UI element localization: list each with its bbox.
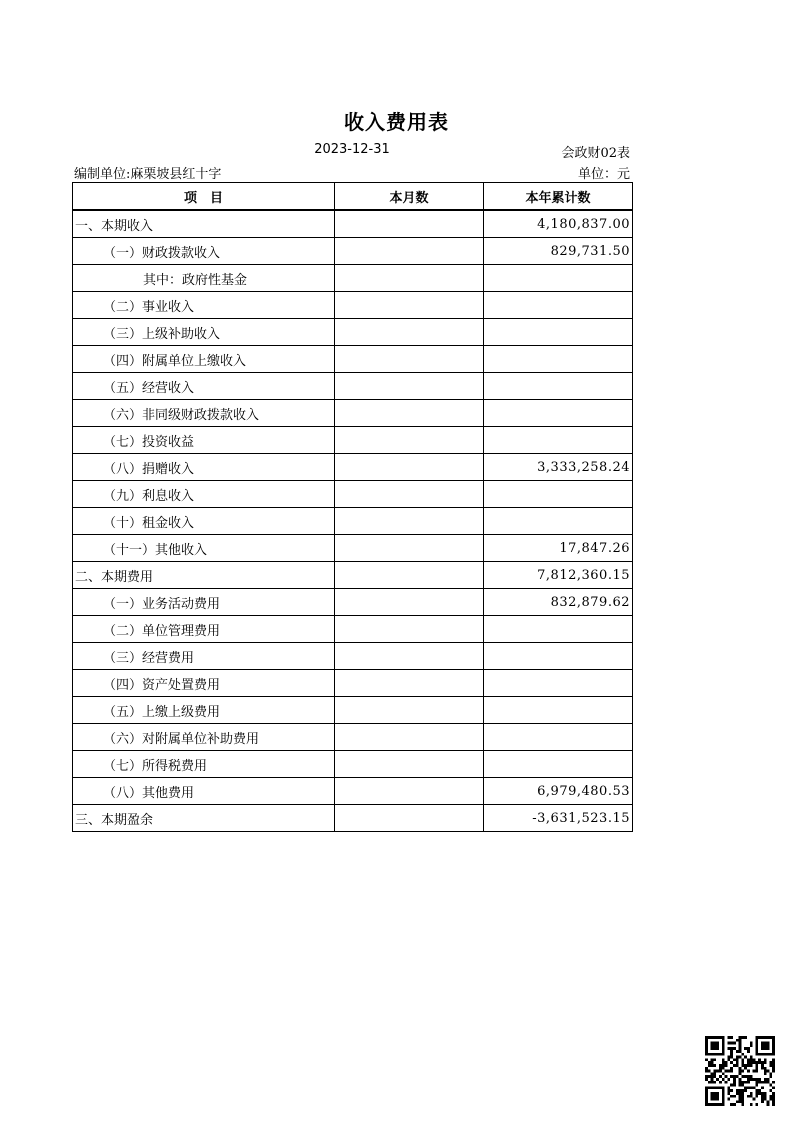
row-ytd-value	[484, 724, 633, 751]
table-row	[73, 319, 633, 346]
table-row	[73, 238, 633, 265]
row-item-label: 二、本期费用	[73, 562, 335, 589]
table-row	[73, 805, 633, 832]
row-ytd-value: 3,333,258.24	[484, 454, 633, 481]
table-row	[73, 481, 633, 508]
row-month-value	[335, 805, 484, 832]
row-month-value	[335, 778, 484, 805]
row-item-label: （四）附属单位上缴收入	[73, 346, 335, 373]
row-ytd-value	[484, 346, 633, 373]
row-item-label: （九）利息收入	[73, 481, 335, 508]
row-ytd-value	[484, 508, 633, 535]
row-item-label: （六）非同级财政拨款收入	[73, 400, 335, 427]
table-row	[73, 535, 633, 562]
row-ytd-value: 829,731.50	[484, 238, 633, 265]
row-ytd-value: 4,180,837.00	[484, 210, 633, 238]
row-month-value	[335, 670, 484, 697]
row-month-value	[335, 346, 484, 373]
row-item-label: （一）业务活动费用	[73, 589, 335, 616]
table-row	[73, 589, 633, 616]
row-item-label: （一）财政拨款收入	[73, 238, 335, 265]
row-month-value	[335, 210, 484, 238]
organization-label: 编制单位:麻栗坡县红十字	[74, 167, 222, 182]
currency-unit: 单位：元	[577, 167, 630, 182]
row-ytd-value	[484, 481, 633, 508]
row-ytd-value: -3,631,523.15	[484, 805, 633, 832]
report-title: 收入费用表	[344, 110, 449, 134]
row-item-label: （三）上级补助收入	[73, 319, 335, 346]
row-month-value	[335, 751, 484, 778]
row-item-label: （二）单位管理费用	[73, 616, 335, 643]
row-item-label: （二）事业收入	[73, 292, 335, 319]
row-ytd-value	[484, 265, 633, 292]
row-ytd-value: 7,812,360.15	[484, 562, 633, 589]
row-ytd-value	[484, 427, 633, 454]
row-ytd-value	[484, 616, 633, 643]
table-row	[73, 346, 633, 373]
table-row	[73, 265, 633, 292]
row-month-value	[335, 508, 484, 535]
row-item-label: 其中：政府性基金	[73, 265, 335, 292]
row-month-value	[335, 238, 484, 265]
row-ytd-value	[484, 373, 633, 400]
table-row	[73, 643, 633, 670]
table-row	[73, 427, 633, 454]
row-month-value	[335, 400, 484, 427]
row-month-value	[335, 265, 484, 292]
report-date: 2023-12-31	[314, 142, 390, 157]
table-row	[73, 616, 633, 643]
table-row	[73, 724, 633, 751]
row-ytd-value: 17,847.26	[484, 535, 633, 562]
table-row	[73, 454, 633, 481]
column-header-item: 项 目	[73, 183, 335, 211]
row-item-label: （六）对附属单位补助费用	[73, 724, 335, 751]
row-ytd-value	[484, 643, 633, 670]
row-ytd-value	[484, 751, 633, 778]
table-row	[73, 697, 633, 724]
row-ytd-value	[484, 319, 633, 346]
row-month-value	[335, 454, 484, 481]
row-item-label: （十一）其他收入	[73, 535, 335, 562]
table-row	[73, 373, 633, 400]
table-header-row	[73, 183, 633, 211]
row-item-label: （十）租金收入	[73, 508, 335, 535]
row-item-label: （八）其他费用	[73, 778, 335, 805]
row-month-value	[335, 697, 484, 724]
table-row	[73, 778, 633, 805]
table-row	[73, 562, 633, 589]
row-month-value	[335, 643, 484, 670]
form-code: 会政财02表	[561, 146, 630, 161]
row-month-value	[335, 373, 484, 400]
row-item-label: （五）经营收入	[73, 373, 335, 400]
row-month-value	[335, 616, 484, 643]
row-month-value	[335, 292, 484, 319]
qr-code-icon	[705, 1036, 775, 1106]
row-ytd-value: 6,979,480.53	[484, 778, 633, 805]
row-ytd-value	[484, 670, 633, 697]
row-month-value	[335, 481, 484, 508]
row-ytd-value: 832,879.62	[484, 589, 633, 616]
table-row	[73, 292, 633, 319]
row-month-value	[335, 427, 484, 454]
row-month-value	[335, 589, 484, 616]
column-header-month: 本月数	[335, 183, 484, 211]
row-item-label: （八）捐赠收入	[73, 454, 335, 481]
row-ytd-value	[484, 697, 633, 724]
table-row	[73, 400, 633, 427]
row-item-label: （七）所得税费用	[73, 751, 335, 778]
income-expense-table	[72, 182, 633, 832]
row-ytd-value	[484, 400, 633, 427]
table-row	[73, 210, 633, 238]
row-item-label: （五）上缴上级费用	[73, 697, 335, 724]
row-item-label: 三、本期盈余	[73, 805, 335, 832]
row-month-value	[335, 319, 484, 346]
table-body	[73, 210, 633, 832]
row-month-value	[335, 562, 484, 589]
column-header-ytd: 本年累计数	[484, 183, 633, 211]
row-item-label: 一、本期收入	[73, 210, 335, 238]
row-item-label: （四）资产处置费用	[73, 670, 335, 697]
row-month-value	[335, 724, 484, 751]
row-ytd-value	[484, 292, 633, 319]
table-row	[73, 508, 633, 535]
table-row	[73, 751, 633, 778]
table-row	[73, 670, 633, 697]
row-item-label: （三）经营费用	[73, 643, 335, 670]
row-item-label: （七）投资收益	[73, 427, 335, 454]
row-month-value	[335, 535, 484, 562]
